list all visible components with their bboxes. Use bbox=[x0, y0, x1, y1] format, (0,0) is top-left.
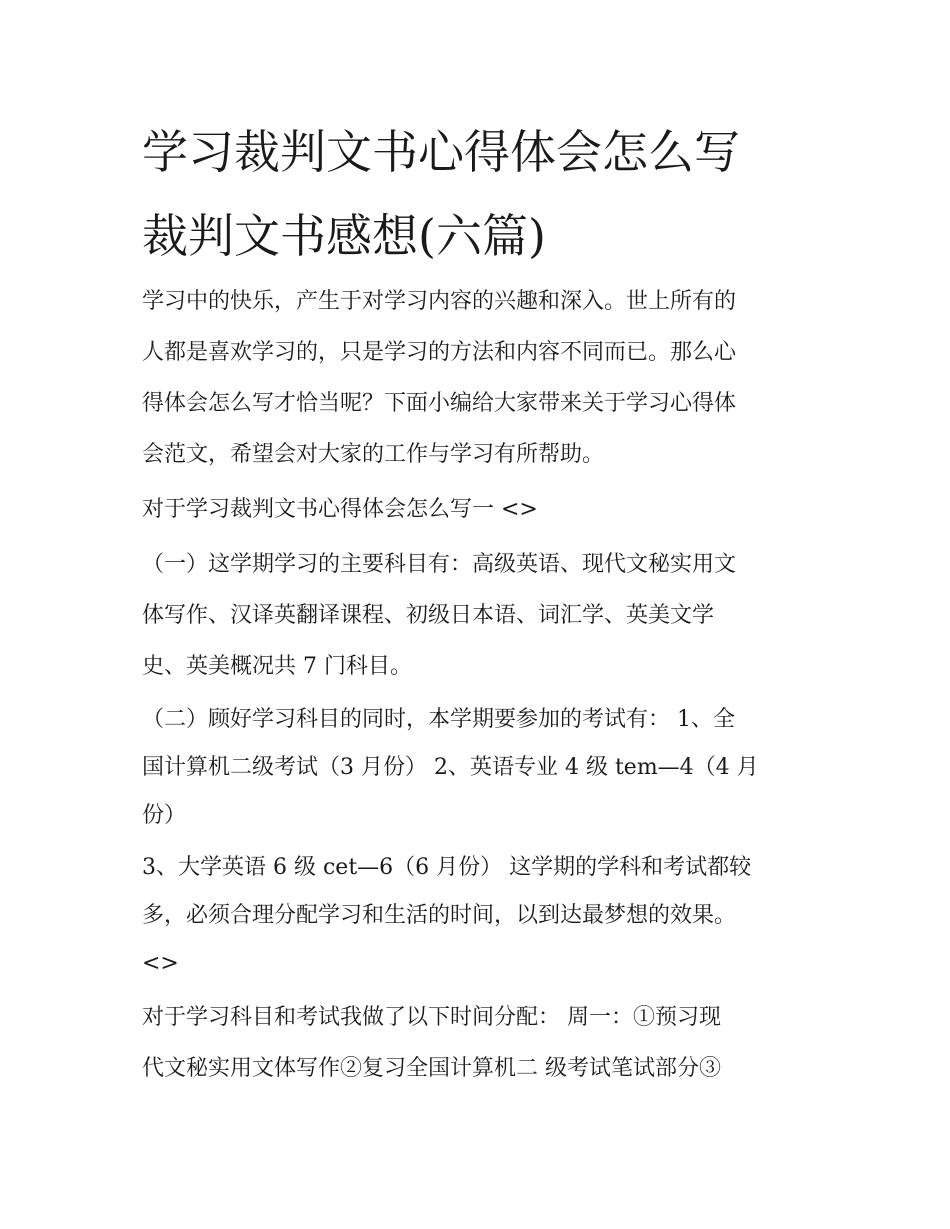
document-title bbox=[142, 110, 822, 278]
text-line: 对于学习科目和考试我做了以下时间分配： 周一：①预习现 bbox=[142, 1005, 721, 1030]
text-line: 对于学习裁判文书心得体会怎么写一 <> bbox=[142, 497, 538, 522]
text-line: （一）这学期学习的主要科目有：高级英语、现代文秘实用文 bbox=[142, 552, 737, 577]
intro-paragraph bbox=[142, 276, 822, 480]
cet-paragraph bbox=[142, 844, 822, 988]
title-line: 学习裁判文书心得体会怎么写 bbox=[142, 125, 740, 179]
text-line: 史、英美概况共 7 门科目。 bbox=[142, 654, 412, 679]
text-line: 得体会怎么写才恰当呢？下面小编给大家带来关于学习心得体 bbox=[142, 391, 737, 416]
text-line: （二）顾好学习科目的同时，本学期要参加的考试有： 1、全 bbox=[142, 707, 735, 732]
schedule-paragraph bbox=[142, 992, 822, 1094]
text-line: 会范文，希望会对大家的工作与学习有所帮助。 bbox=[142, 442, 605, 467]
text-line: 多，必须合理分配学习和生活的时间，以到达最梦想的效果。 bbox=[142, 903, 737, 928]
text-line: 代文秘实用文体写作②复习全国计算机二 级考试笔试部分③ bbox=[142, 1056, 721, 1081]
text-line: 国计算机二级考试（3 月份） 2、英语专业 4 级 tem—4（4 月 bbox=[142, 755, 759, 780]
text-line: 人都是喜欢学习的，只是学习的方法和内容不同而已。那么心 bbox=[142, 340, 737, 365]
subjects-paragraph bbox=[142, 539, 822, 692]
document-body bbox=[142, 276, 822, 1098]
text-line: 份） bbox=[142, 803, 187, 828]
text-line: 3、大学英语 6 级 cet—6（6 月份） 这学期的学科和考试都较 bbox=[142, 855, 752, 880]
exams-paragraph bbox=[142, 696, 822, 840]
title-line: 裁判文书感想(六篇) bbox=[142, 209, 546, 263]
text-line: 学习中的快乐，产生于对学习内容的兴趣和深入。世上所有的 bbox=[142, 289, 737, 314]
text-line: <> bbox=[142, 951, 179, 976]
text-line: 体写作、汉译英翻译课程、初级日本语、词汇学、英美文学 bbox=[142, 603, 715, 628]
section-heading bbox=[142, 484, 822, 535]
